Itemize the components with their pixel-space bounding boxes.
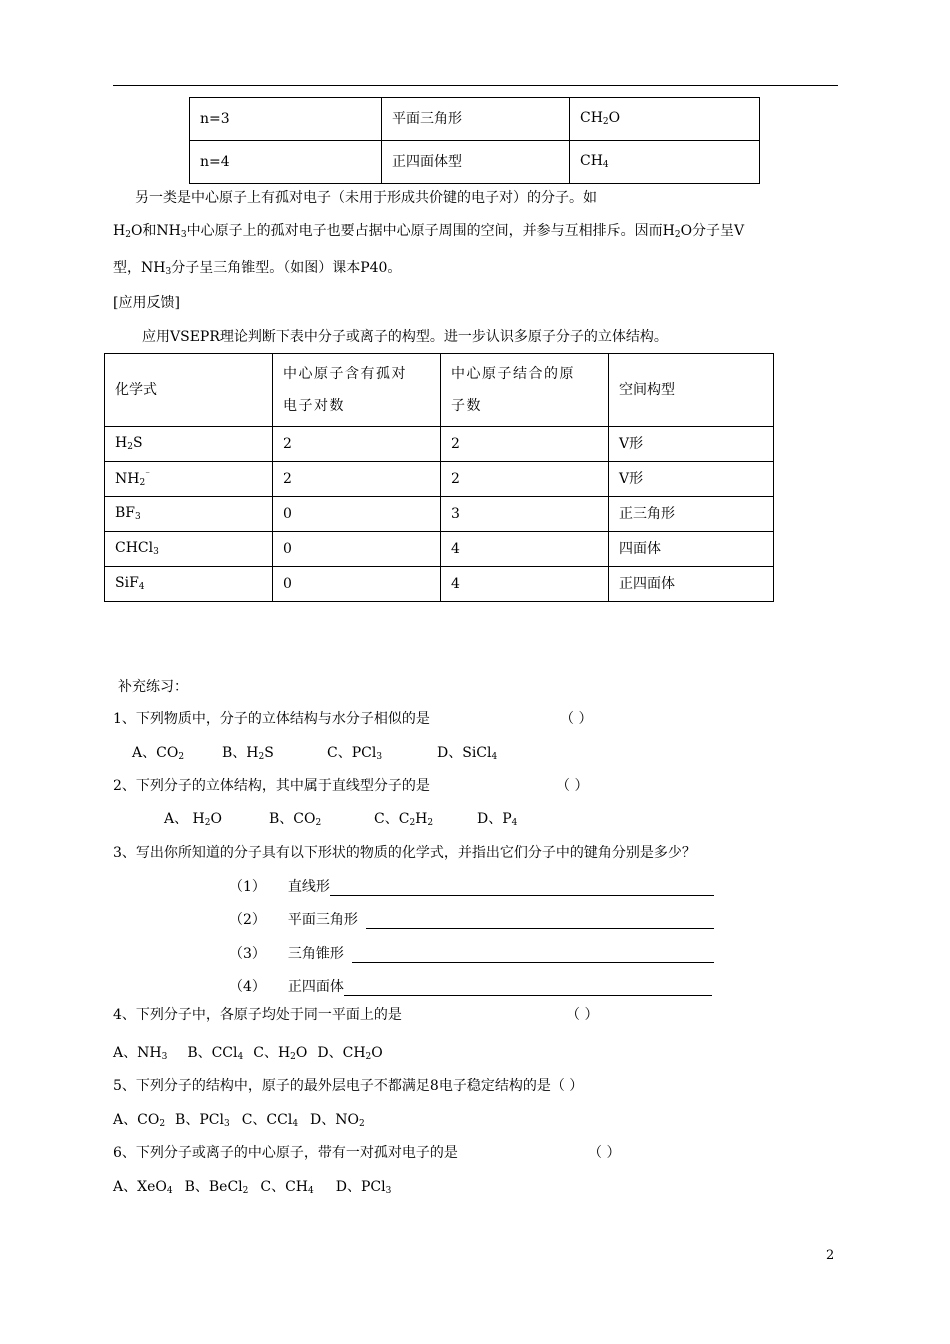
table-cell: n=4 xyxy=(190,141,382,184)
cell-shape: V形 xyxy=(609,462,774,497)
question-3: 3、写出你所知道的分子具有以下形状的物质的化学式，并指出它们分子中的键角分别是多少？ xyxy=(113,845,696,861)
table-row xyxy=(105,462,774,497)
table-row xyxy=(105,567,774,602)
vsepr-table xyxy=(104,353,774,602)
answer-blank[interactable] xyxy=(366,914,714,929)
answer-paren: （ ） xyxy=(566,1007,599,1023)
table-row xyxy=(105,532,774,567)
option-d: D、SiCl$_4$ xyxy=(437,745,498,762)
question-2: 2、下列分子的立体结构，其中属于直线型分子的是 xyxy=(113,778,430,794)
cell-shape: 正四面体 xyxy=(609,567,774,602)
fill-item-3: （3） 三角锥形 xyxy=(229,943,714,963)
cell-shape: V形 xyxy=(609,427,774,462)
header-formula: 化学式 xyxy=(105,354,273,427)
table-cell: $CH_2O$ xyxy=(570,98,760,141)
cell-shape: 四面体 xyxy=(609,532,774,567)
cell-formula: $BF_3$ xyxy=(105,497,273,532)
option-b: B、$H_2S$ xyxy=(222,745,274,762)
option-d: D、$P_4$ xyxy=(477,811,518,828)
cell-bonded: 3 xyxy=(441,497,609,532)
paragraph-line-1: 另一类是中心原子上有孤对电子（未用于形成共价键的电子对）的分子。如 xyxy=(135,190,597,206)
option-b: B、$CO_2$ xyxy=(269,811,322,828)
answer-paren: （ ） xyxy=(560,711,593,727)
option-c: C、PCl$_3$ xyxy=(327,745,383,762)
question-6: 6、下列分子或离子的中心原子，带有一对孤对电子的是 xyxy=(113,1145,458,1161)
cell-formula: $NH_2^{^-}$ xyxy=(105,462,273,497)
fill-item-4: （4） 正四面体 xyxy=(229,976,712,996)
table-row xyxy=(190,98,760,141)
table-cell: 平面三角形 xyxy=(382,98,570,141)
question-1: 1、下列物质中，分子的立体结构与水分子相似的是 xyxy=(113,711,430,727)
option-c: C、$C_2H_2$ xyxy=(374,811,434,828)
table-row xyxy=(190,141,760,184)
section-heading: [应用反馈] xyxy=(113,295,180,311)
options-q5: A、$CO_2$ B、PCl$_3$ C、CCl$_4$ D、$NO_2$ xyxy=(113,1112,365,1129)
options-q6: A、XeO$_4$ B、BeCl$_2$ C、$CH_4$ D、PCl$_3$ xyxy=(113,1179,392,1196)
table-cell: $CH_4$ xyxy=(570,141,760,184)
cell-lone-pairs: 0 xyxy=(273,497,441,532)
table-row xyxy=(105,427,774,462)
fill-item-1: （1） 直线形 xyxy=(229,876,714,896)
cell-lone-pairs: 0 xyxy=(273,567,441,602)
cell-formula: $H_2S$ xyxy=(105,427,273,462)
cell-formula: SiF$_4$ xyxy=(105,567,273,602)
question-5: 5、下列分子的结构中，原子的最外层电子不都满足8电子稳定结构的是（ ） xyxy=(113,1078,584,1094)
cell-lone-pairs: 2 xyxy=(273,462,441,497)
option-a: A、$CO_2$ xyxy=(132,745,185,762)
cell-formula: CHCl$_3$ xyxy=(105,532,273,567)
table-row xyxy=(105,497,774,532)
option-a: A、 $H_2O$ xyxy=(164,811,222,828)
cell-bonded: 4 xyxy=(441,532,609,567)
paragraph-line-3: 型，$NH_3$分子呈三角锥型。（如图）课本P40。 xyxy=(113,260,402,277)
page-number: 2 xyxy=(826,1248,835,1263)
cell-bonded: 2 xyxy=(441,427,609,462)
header-shape: 空间构型 xyxy=(609,354,774,427)
answer-blank[interactable] xyxy=(344,981,712,996)
question-4: 4、下列分子中，各原子均处于同一平面上的是 xyxy=(113,1007,402,1023)
answer-paren: （ ） xyxy=(556,778,589,794)
table-cell: n=3 xyxy=(190,98,382,141)
answer-blank[interactable] xyxy=(352,948,714,963)
cell-lone-pairs: 2 xyxy=(273,427,441,462)
fill-item-2: （2） 平面三角形 xyxy=(229,909,714,929)
cell-shape: 正三角形 xyxy=(609,497,774,532)
cell-bonded: 4 xyxy=(441,567,609,602)
header-rule xyxy=(113,85,838,86)
paragraph-line-2: $H_2O$和$NH_3$中心原子上的孤对电子也要占据中心原子周围的空间，并参与互相排斥。因而$H_2O$分子呈V xyxy=(113,223,745,240)
vsepr-table-top xyxy=(189,97,760,184)
answer-paren: （ ） xyxy=(588,1145,621,1161)
table-cell: 正四面体型 xyxy=(382,141,570,184)
cell-bonded: 2 xyxy=(441,462,609,497)
answer-blank[interactable] xyxy=(330,881,714,896)
table-header-row xyxy=(105,354,774,427)
header-bonded-atoms: 中心原子结合的原 子数 xyxy=(441,354,609,427)
exercises-title: 补充练习： xyxy=(118,679,188,695)
options-q4: A、$NH_3$ B、CCl$_4$ C、$H_2O$ D、$CH_2O$ xyxy=(113,1045,383,1062)
section-intro: 应用VSEPR理论判断下表中分子或离子的构型。进一步认识多原子分子的立体结构。 xyxy=(142,329,668,345)
header-lone-pairs: 中心原子含有孤对 电子对数 xyxy=(273,354,441,427)
cell-lone-pairs: 0 xyxy=(273,532,441,567)
